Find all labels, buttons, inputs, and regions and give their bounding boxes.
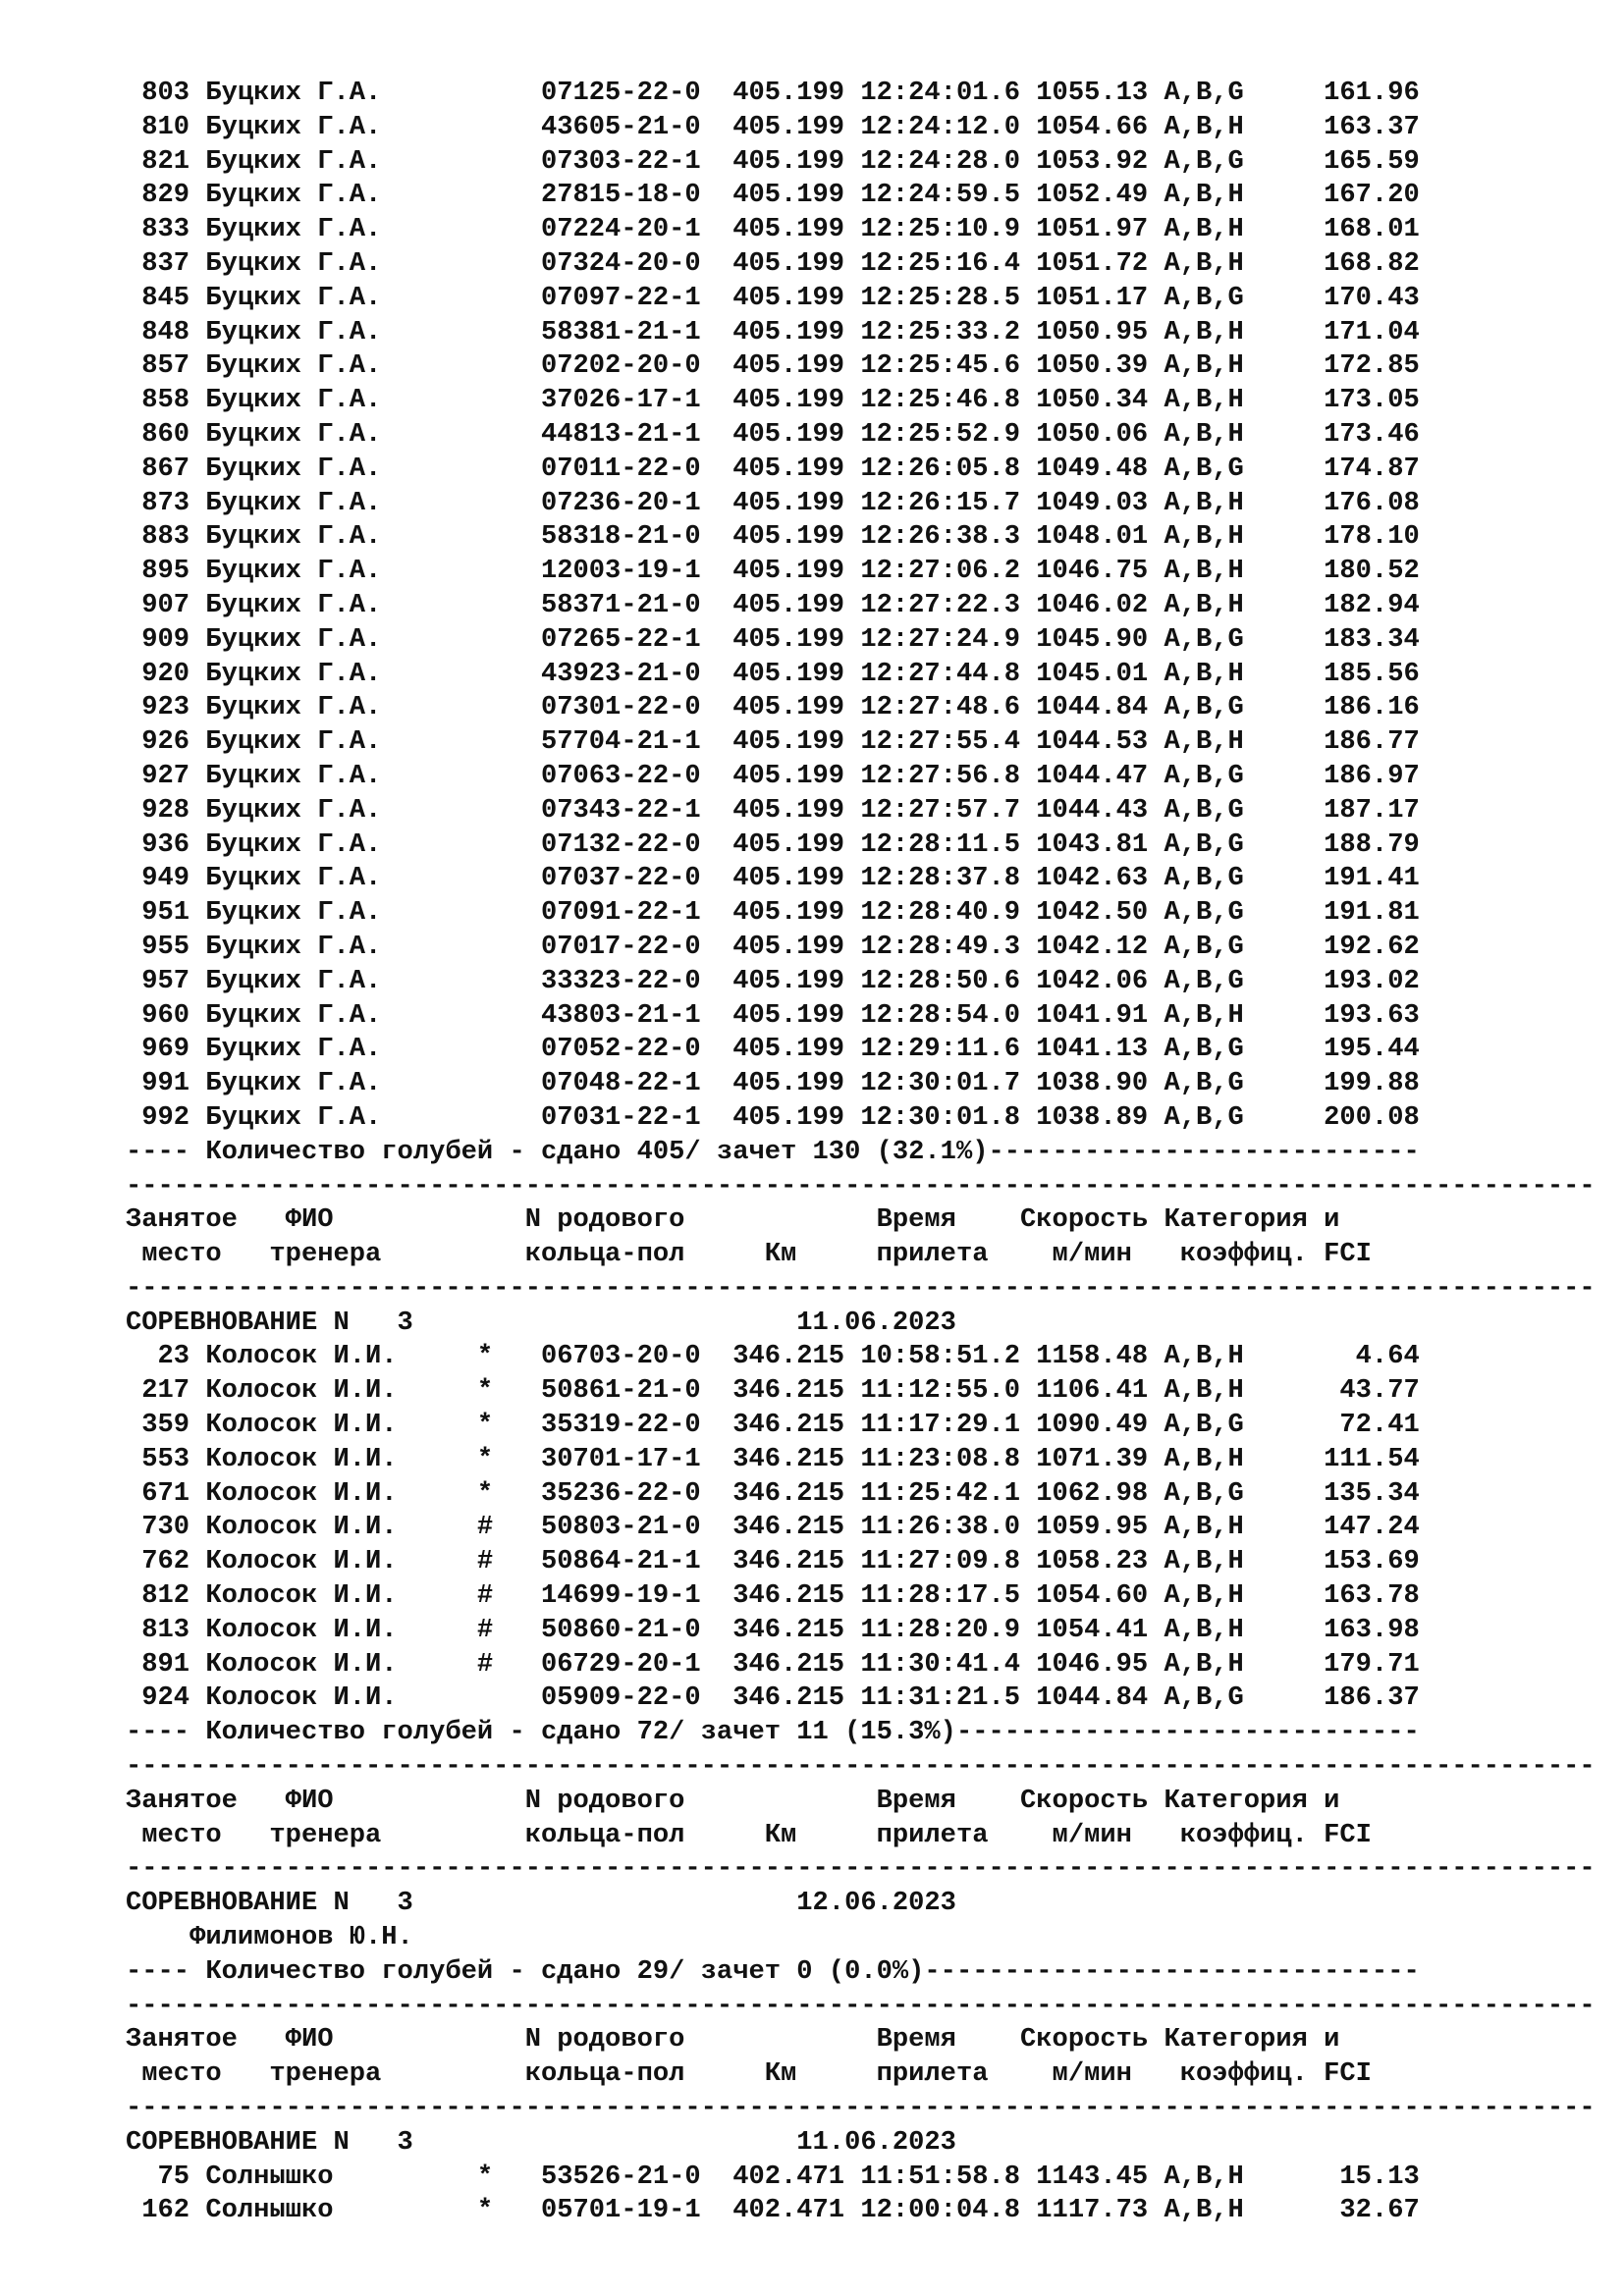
result-row: 951 Буцких Г.А. 07091-22-1 405.199 12:28:40.9 1042.50 A,B,G 191.81 bbox=[126, 897, 1420, 929]
result-row: 848 Буцких Г.А. 58381-21-1 405.199 12:25:33.2 1050.95 A,B,H 171.04 bbox=[126, 316, 1420, 347]
summary-line: ---- Количество голубей - сдано 29/ зачет 0 (0.0%)------------------------------- bbox=[126, 1955, 1420, 1987]
column-header: место тренера кольца-пол Км прилета м/мин коэффиц. FCI bbox=[126, 1819, 1372, 1850]
result-row: 23 Колосок И.И. * 06703-20-0 346.215 10:58:51.2 1158.48 A,B,H 4.64 bbox=[126, 1341, 1420, 1372]
result-row: 955 Буцких Г.А. 07017-22-0 405.199 12:28:49.3 1042.12 A,B,G 192.62 bbox=[126, 931, 1420, 962]
result-row: 829 Буцких Г.А. 27815-18-0 405.199 12:24:59.5 1052.49 A,B,H 167.20 bbox=[126, 180, 1420, 211]
result-row: 833 Буцких Г.А. 07224-20-1 405.199 12:25:10.9 1051.97 A,B,H 168.01 bbox=[126, 214, 1420, 245]
result-row: 909 Буцких Г.А. 07265-22-1 405.199 12:27:24.9 1045.90 A,B,G 183.34 bbox=[126, 623, 1420, 655]
result-row: 895 Буцких Г.А. 12003-19-1 405.199 12:27:06.2 1046.75 A,B,H 180.52 bbox=[126, 556, 1420, 587]
result-row: Филимонов Ю.Н. bbox=[126, 1922, 413, 1953]
result-row: 75 Солнышко * 53526-21-0 402.471 11:51:58.8 1143.45 A,B,H 15.13 bbox=[126, 2161, 1420, 2192]
result-row: 813 Колосок И.И. # 50860-21-0 346.215 11:28:20.9 1054.41 A,B,H 163.98 bbox=[126, 1614, 1420, 1645]
result-row: 217 Колосок И.И. * 50861-21-0 346.215 11:12:55.0 1106.41 A,B,H 43.77 bbox=[126, 1375, 1420, 1407]
result-row: 803 Буцких Г.А. 07125-22-0 405.199 12:24:01.6 1055.13 A,B,G 161.96 bbox=[126, 78, 1420, 108]
summary-line: ---- Количество голубей - сдано 405/ зачет 130 (32.1%)--------------------------- bbox=[126, 1136, 1420, 1167]
result-row: 969 Буцких Г.А. 07052-22-0 405.199 12:29:11.6 1041.13 A,B,G 195.44 bbox=[126, 1034, 1420, 1065]
result-row: 359 Колосок И.И. * 35319-22-0 346.215 11:17:29.1 1090.49 A,B,G 72.41 bbox=[126, 1410, 1420, 1441]
result-row: 960 Буцких Г.А. 43803-21-1 405.199 12:28:54.0 1041.91 A,B,H 193.63 bbox=[126, 999, 1420, 1031]
result-row: 991 Буцких Г.А. 07048-22-1 405.199 12:30:01.7 1038.90 A,B,G 199.88 bbox=[126, 1068, 1420, 1099]
result-row: 821 Буцких Г.А. 07303-22-1 405.199 12:24:28.0 1053.92 A,B,G 165.59 bbox=[126, 145, 1420, 177]
result-row: 907 Буцких Г.А. 58371-21-0 405.199 12:27:22.3 1046.02 A,B,H 182.94 bbox=[126, 589, 1420, 620]
result-row: 845 Буцких Г.А. 07097-22-1 405.199 12:25:28.5 1051.17 A,B,G 170.43 bbox=[126, 282, 1420, 313]
result-row: 162 Солнышко * 05701-19-1 402.471 12:00:04.8 1117.73 A,B,H 32.67 bbox=[126, 2195, 1420, 2226]
result-row: 857 Буцких Г.А. 07202-20-0 405.199 12:25:45.6 1050.39 A,B,H 172.85 bbox=[126, 350, 1420, 382]
competition-title: СОРЕВНОВАНИЕ N 3 11.06.2023 bbox=[126, 1307, 956, 1338]
result-row: 924 Колосок И.И. 05909-22-0 346.215 11:31:21.5 1044.84 A,B,G 186.37 bbox=[126, 1682, 1420, 1714]
column-header: место тренера кольца-пол Км прилета м/мин коэффиц. FCI bbox=[126, 2058, 1372, 2090]
result-row: 812 Колосок И.И. # 14699-19-1 346.215 11:28:17.5 1054.60 A,B,H 163.78 bbox=[126, 1580, 1420, 1612]
result-row: 867 Буцких Г.А. 07011-22-0 405.199 12:26:05.8 1049.48 A,B,G 174.87 bbox=[126, 453, 1420, 484]
result-row: 553 Колосок И.И. * 30701-17-1 346.215 11:23:08.8 1071.39 A,B,H 111.54 bbox=[126, 1443, 1420, 1474]
result-row: 920 Буцких Г.А. 43923-21-0 405.199 12:27:44.8 1045.01 A,B,H 185.56 bbox=[126, 658, 1420, 689]
result-row: 923 Буцких Г.А. 07301-22-0 405.199 12:27:48.6 1044.84 A,B,G 186.16 bbox=[126, 692, 1420, 723]
result-row: 891 Колосок И.И. # 06729-20-1 346.215 11:30:41.4 1046.95 A,B,H 179.71 bbox=[126, 1648, 1420, 1680]
column-header: Занятое ФИО N родового Время Скорость Категория и bbox=[126, 1204, 1340, 1236]
result-row: 860 Буцких Г.А. 44813-21-1 405.199 12:25:52.9 1050.06 A,B,H 173.46 bbox=[126, 418, 1420, 450]
result-row: 810 Буцких Г.А. 43605-21-0 405.199 12:24:12.0 1054.66 A,B,H 163.37 bbox=[126, 111, 1420, 142]
rule: -------------------------------------------------------------------------------------------- bbox=[126, 1990, 1596, 2021]
rule: -------------------------------------------------------------------------------------------- bbox=[126, 1751, 1596, 1783]
result-row: 858 Буцких Г.А. 37026-17-1 405.199 12:25:46.8 1050.34 A,B,H 173.05 bbox=[126, 385, 1420, 416]
result-row: 992 Буцких Г.А. 07031-22-1 405.199 12:30:01.8 1038.89 A,B,G 200.08 bbox=[126, 1101, 1420, 1133]
result-row: 926 Буцких Г.А. 57704-21-1 405.199 12:27:55.4 1044.53 A,B,H 186.77 bbox=[126, 726, 1420, 758]
result-row: 957 Буцких Г.А. 33323-22-0 405.199 12:28:50.6 1042.06 A,B,G 193.02 bbox=[126, 965, 1420, 996]
result-row: 883 Буцких Г.А. 58318-21-0 405.199 12:26:38.3 1048.01 A,B,H 178.10 bbox=[126, 521, 1420, 553]
competition-title: СОРЕВНОВАНИЕ N 3 11.06.2023 bbox=[126, 2126, 956, 2158]
result-row: 928 Буцких Г.А. 07343-22-1 405.199 12:27:57.7 1044.43 A,B,G 187.17 bbox=[126, 794, 1420, 826]
result-row: 671 Колосок И.И. * 35236-22-0 346.215 11:25:42.1 1062.98 A,B,G 135.34 bbox=[126, 1477, 1420, 1509]
results-document bbox=[126, 77, 1596, 2228]
summary-line: ---- Количество голубей - сдано 72/ зачет 11 (15.3%)----------------------------- bbox=[126, 1717, 1420, 1748]
column-header: Занятое ФИО N родового Время Скорость Категория и bbox=[126, 2024, 1340, 2056]
competition-title: СОРЕВНОВАНИЕ N 3 12.06.2023 bbox=[126, 1888, 956, 1919]
result-row: 927 Буцких Г.А. 07063-22-0 405.199 12:27:56.8 1044.47 A,B,G 186.97 bbox=[126, 760, 1420, 791]
result-row: 762 Колосок И.И. # 50864-21-1 346.215 11:27:09.8 1058.23 A,B,H 153.69 bbox=[126, 1546, 1420, 1577]
column-header: место тренера кольца-пол Км прилета м/мин коэффиц. FCI bbox=[126, 1239, 1372, 1270]
rule: -------------------------------------------------------------------------------------------- bbox=[126, 1272, 1596, 1304]
result-row: 873 Буцких Г.А. 07236-20-1 405.199 12:26:15.7 1049.03 A,B,H 176.08 bbox=[126, 487, 1420, 518]
rule: -------------------------------------------------------------------------------------------- bbox=[126, 1853, 1596, 1885]
result-row: 936 Буцких Г.А. 07132-22-0 405.199 12:28:11.5 1043.81 A,B,G 188.79 bbox=[126, 828, 1420, 860]
result-row: 837 Буцких Г.А. 07324-20-0 405.199 12:25:16.4 1051.72 A,B,H 168.82 bbox=[126, 247, 1420, 279]
rule: -------------------------------------------------------------------------------------------- bbox=[126, 2093, 1596, 2124]
rule: -------------------------------------------------------------------------------------------- bbox=[126, 1170, 1596, 1201]
result-row: 949 Буцких Г.А. 07037-22-0 405.199 12:28:37.8 1042.63 A,B,G 191.41 bbox=[126, 863, 1420, 894]
result-row: 730 Колосок И.И. # 50803-21-0 346.215 11:26:38.0 1059.95 A,B,H 147.24 bbox=[126, 1512, 1420, 1543]
column-header: Занятое ФИО N родового Время Скорость Категория и bbox=[126, 1785, 1340, 1816]
